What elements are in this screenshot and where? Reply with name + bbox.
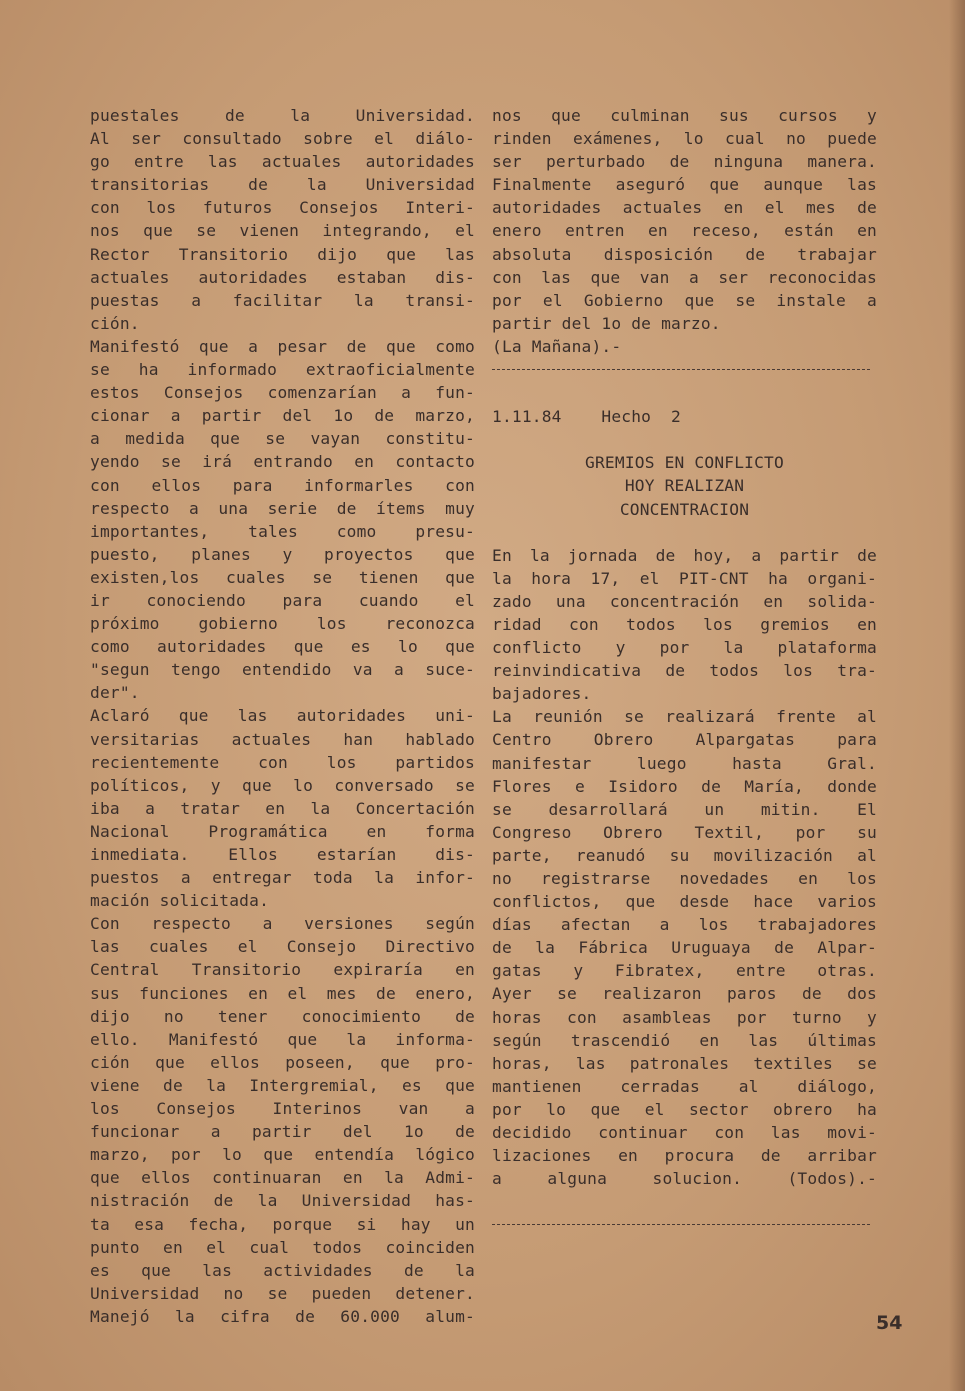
text-line: se desarrollará un mitin. El: [492, 799, 877, 819]
text-line: inmediata. Ellos estarían dis-: [90, 845, 475, 864]
text-line: Congreso Obrero Textil, por su: [492, 822, 877, 842]
text-line: En la jornada de hoy, a partir de: [492, 545, 877, 565]
left-column: [90, 104, 475, 1328]
headline: [492, 451, 877, 520]
text-line: que ellos continuaran en la Admi-: [90, 1168, 475, 1188]
text-line: dijo no tener conocimiento de: [90, 1006, 475, 1026]
text-line: por lo que el sector obrero ha: [492, 1099, 877, 1119]
text-line: lizaciones en procura de arribar: [492, 1146, 877, 1166]
text-line: de la Fábrica Uruguaya de Alpar-: [492, 938, 877, 958]
text-line: políticos, y que lo conversado se: [90, 775, 475, 795]
text-line: autoridades actuales en el mes de: [492, 198, 877, 218]
text-line: no registrarse novedades en los: [492, 869, 877, 888]
text-line: según trascendió en las últimas: [492, 1030, 877, 1050]
text-line: manifestar luego hasta Gral.: [492, 753, 877, 773]
item-header: 1.11.84 Hecho 2: [492, 407, 681, 427]
text-line: horas con asambleas por turno y: [492, 1007, 877, 1027]
text-line: viene de la Intergremial, es que: [90, 1075, 475, 1095]
text-line: puestales de la Universidad.: [90, 106, 475, 125]
text-line: bajadores.: [492, 684, 592, 704]
text-line: puesto, planes y proyectos que: [90, 544, 475, 564]
text-line: ta esa fecha, porque si hay un: [90, 1214, 475, 1234]
text-line: respecto a una serie de ítems muy: [90, 498, 475, 518]
text-line: La reunión se realizará frente al: [492, 707, 877, 727]
right-column-continuation: [492, 104, 877, 358]
headline-line: CONCENTRACION: [619, 499, 750, 519]
text-line: puestos a entregar toda la infor-: [90, 868, 475, 888]
text-line: "segun tengo entendido va a suce-: [90, 660, 475, 680]
text-line: rinden exámenes, lo cual no puede: [492, 129, 877, 149]
text-line: yendo se irá entrando en contacto: [90, 452, 475, 472]
text-line: marzo, por lo que entendía lógico: [90, 1145, 475, 1165]
text-line: ción.: [90, 313, 140, 333]
text-line: Con respecto a versiones según: [90, 914, 475, 934]
text-line: versitarias actuales han hablado: [90, 729, 475, 749]
headline-line: HOY REALIZAN: [624, 476, 745, 496]
text-line: iba a tratar en la Concertación: [90, 798, 475, 818]
text-line: funcionar a partir del 1o de: [90, 1122, 475, 1142]
text-line: mantienen cerradas al diálogo,: [492, 1076, 877, 1096]
text-line: Universidad no se pueden detener.: [90, 1283, 475, 1303]
text-line: punto en el cual todos coinciden: [90, 1237, 475, 1257]
text-line: los Consejos Interinos van a: [90, 1099, 475, 1119]
text-line: mación solicitada.: [90, 891, 270, 911]
text-line: a alguna solucion. (Todos).-: [492, 1169, 877, 1189]
text-line: a medida que se vayan constitu-: [90, 429, 475, 449]
text-line: sus funciones en el mes de enero,: [90, 983, 475, 1003]
text-line: gatas y Fibratex, entre otras.: [492, 961, 877, 981]
right-column: [492, 104, 877, 1237]
text-line: ir conociendo para cuando el: [90, 590, 475, 610]
page-number: 54: [876, 1312, 903, 1334]
text-line: enero entren en receso, están en: [492, 221, 877, 241]
text-line: puestas a facilitar la transi-: [90, 290, 475, 310]
text-line: Central Transitorio expiraría en: [90, 960, 475, 980]
page-edge-shadow: [949, 0, 965, 1391]
text-line: Nacional Programática en forma: [90, 821, 475, 841]
text-line: existen,los cuales se tienen que: [90, 567, 475, 587]
text-line: (La Mañana).-: [492, 336, 622, 356]
headline-line: GREMIOS EN CONFLICTO: [585, 453, 784, 473]
text-line: ser perturbado de ninguna manera.: [492, 152, 877, 172]
text-line: decidido continuar con las movi-: [492, 1123, 877, 1143]
text-line: se ha informado extraoficialmente: [90, 360, 475, 380]
text-line: actuales autoridades estaban dis-: [90, 267, 475, 287]
text-line: horas, las patronales textiles se: [492, 1053, 877, 1073]
text-line: las cuales el Consejo Directivo: [90, 937, 475, 957]
separator-rule-2: [492, 1224, 870, 1226]
text-line: nos que se vienen integrando, el: [90, 221, 475, 241]
text-line: ello. Manifestó que la informa-: [90, 1029, 475, 1049]
text-line: recientemente con los partidos: [90, 752, 475, 772]
text-line: con ellos para informarles con: [90, 475, 475, 495]
text-line: ridad con todos los gremios en: [492, 614, 877, 634]
text-line: der".: [90, 683, 140, 703]
text-line: go entre las actuales autoridades: [90, 152, 475, 172]
text-line: por el Gobierno que se instale a: [492, 290, 877, 310]
text-line: próximo gobierno los reconozca: [90, 614, 475, 634]
text-line: reinvindicativa de todos los tra-: [492, 661, 877, 681]
text-line: estos Consejos comenzarían a fun-: [90, 383, 475, 403]
separator-rule-1: [492, 369, 870, 371]
text-line: la hora 17, el PIT-CNT ha organi-: [492, 568, 877, 588]
text-line: ción que ellos poseen, que pro-: [90, 1052, 475, 1072]
text-line: importantes, tales como presu-: [90, 521, 475, 541]
text-line: con las que van a ser reconocidas: [492, 267, 877, 287]
article-body: [492, 544, 877, 1191]
text-line: partir del 1o de marzo.: [492, 313, 721, 333]
text-line: conflicto y por la plataforma: [492, 638, 877, 658]
text-line: transitorias de la Universidad: [90, 175, 475, 195]
text-line: Centro Obrero Alpargatas para: [492, 730, 877, 750]
text-line: Al ser consultado sobre el diálo-: [90, 129, 475, 149]
text-line: cionar a partir del 1o de marzo,: [90, 406, 475, 426]
text-line: es que las actividades de la: [90, 1260, 475, 1280]
text-line: Manejó la cifra de 60.000 alum-: [90, 1306, 475, 1326]
text-line: Finalmente aseguró que aunque las: [492, 175, 877, 195]
text-line: Ayer se realizaron paros de dos: [492, 984, 877, 1004]
text-line: zado una concentración en solida-: [492, 591, 877, 611]
text-line: Aclaró que las autoridades uni-: [90, 706, 475, 726]
text-line: como autoridades que es lo que: [90, 637, 475, 657]
text-line: Rector Transitorio dijo que las: [90, 244, 475, 264]
text-line: nos que culminan sus cursos y: [492, 106, 877, 125]
text-line: Manifestó que a pesar de que como: [90, 336, 475, 356]
text-line: conflictos, que desde hace varios: [492, 892, 877, 912]
text-line: nistración de la Universidad has-: [90, 1191, 475, 1211]
text-line: parte, reanudó su movilización al: [492, 845, 877, 865]
text-line: con los futuros Consejos Interi-: [90, 198, 475, 218]
text-line: Flores e Isidoro de María, donde: [492, 776, 877, 796]
text-line: absoluta disposición de trabajar: [492, 244, 877, 264]
text-line: días afectan a los trabajadores: [492, 915, 877, 935]
